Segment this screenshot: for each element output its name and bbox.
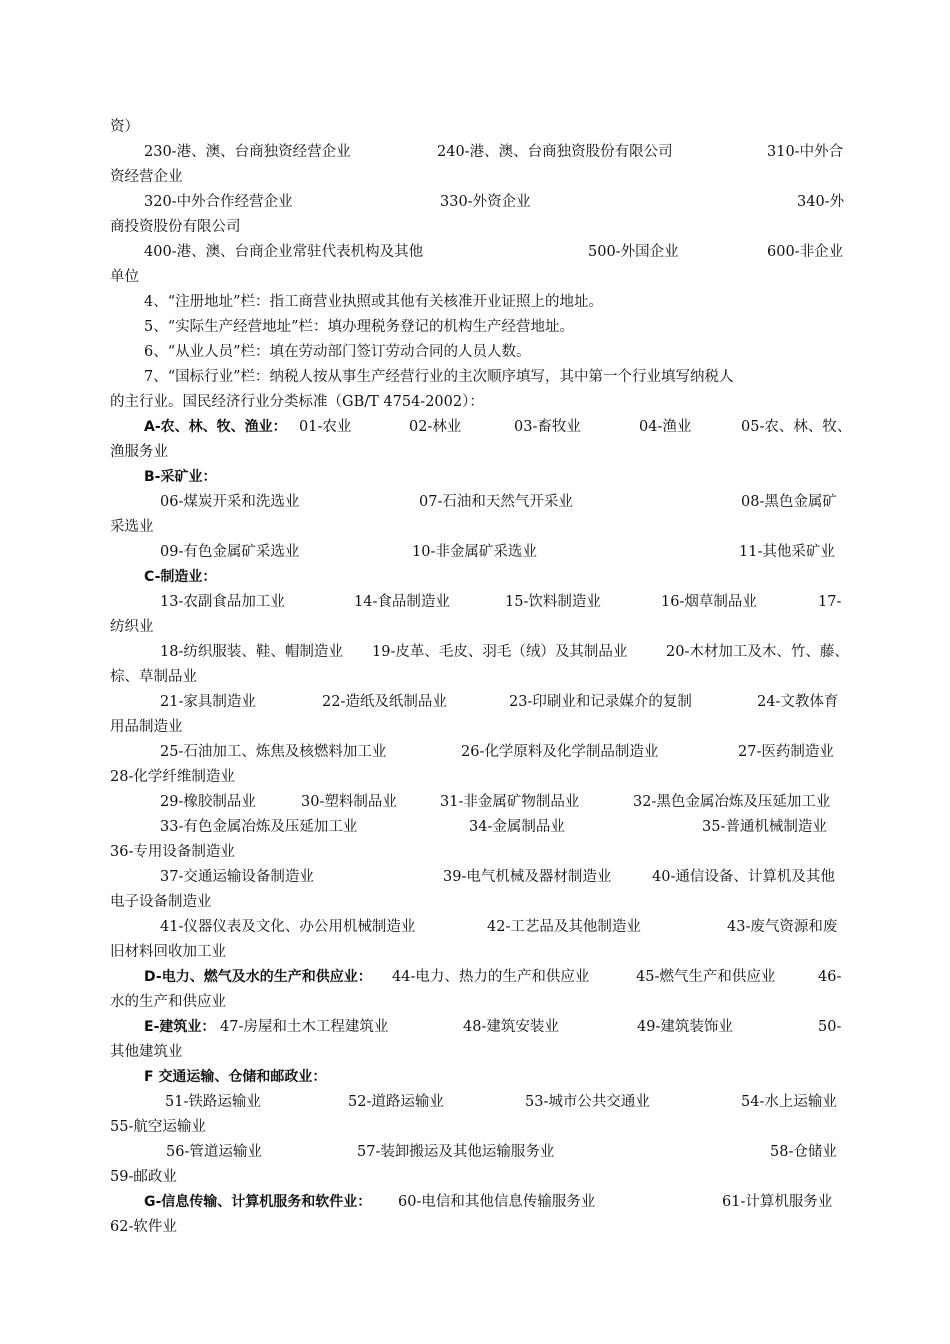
text-span: 54-水上运输业 — [741, 1094, 837, 1110]
text-span: 46- — [818, 969, 842, 985]
text-line — [0, 1190, 950, 1215]
text-span: 31-非金属矿物制品业 — [440, 794, 580, 810]
text-span: 37-交通运输设备制造业 — [160, 869, 314, 885]
text-line — [0, 440, 950, 465]
text-line — [0, 1040, 950, 1065]
text-span: 230-港、澳、台商独资经营企业 — [144, 144, 351, 160]
text-span: 34-金属制品业 — [469, 819, 565, 835]
text-span: 06-煤炭开采和洗选业 — [160, 494, 300, 510]
text-span: 43-废气资源和废 — [727, 919, 838, 935]
text-line — [0, 865, 950, 890]
text-span: 62-软件业 — [110, 1219, 177, 1235]
text-span: 33-有色金属冶炼及压延加工业 — [160, 819, 358, 835]
text-line — [0, 1165, 950, 1190]
text-span: 44-电力、热力的生产和供应业 — [392, 969, 590, 985]
text-line — [0, 365, 950, 390]
text-line — [0, 590, 950, 615]
text-span: 500-外国企业 — [588, 244, 679, 260]
section-heading: F 交通运输、仓储和邮政业： — [144, 1069, 327, 1085]
text-span: 32-黑色金属冶炼及压延加工业 — [633, 794, 831, 810]
text-span: 310-中外合 — [767, 144, 844, 160]
text-line — [0, 1015, 950, 1040]
text-span: 棕、草制品业 — [110, 669, 197, 685]
text-span: 340-外 — [797, 194, 845, 210]
section-heading: B-采矿业： — [144, 469, 217, 485]
text-span: 57-装卸搬运及其他运输服务业 — [357, 1144, 555, 1160]
text-span: 05-农、林、牧、 — [741, 419, 852, 435]
text-span: 01-农业 — [299, 419, 352, 435]
text-span: 53-城市公共交通业 — [525, 1094, 650, 1110]
text-span: 16-烟草制品业 — [661, 594, 757, 610]
text-span: 59-邮政业 — [110, 1169, 177, 1185]
text-span: 320-中外合作经营企业 — [144, 194, 293, 210]
text-line — [0, 215, 950, 240]
text-line — [0, 515, 950, 540]
text-line — [0, 540, 950, 565]
text-span: 49-建筑装饰业 — [637, 1019, 733, 1035]
section-heading: G-信息传输、计算机服务和软件业： — [144, 1194, 372, 1210]
text-span: 50- — [818, 1019, 842, 1035]
text-span: 45-燃气生产和供应业 — [636, 969, 776, 985]
text-line — [0, 240, 950, 265]
text-span: 的主行业。国民经济行业分类标准（GB/T 4754-2002）： — [110, 394, 484, 410]
text-line — [0, 115, 950, 140]
text-span: 39-电气机械及器材制造业 — [443, 869, 612, 885]
text-span: 600-非企业 — [767, 244, 844, 260]
text-span: 48-建筑安装业 — [463, 1019, 559, 1035]
text-span: 04-渔业 — [639, 419, 692, 435]
text-line — [0, 615, 950, 640]
text-line — [0, 340, 950, 365]
text-span: 23-印刷业和记录媒介的复制 — [509, 694, 692, 710]
text-span: 240-港、澳、台商独资股份有限公司 — [437, 144, 673, 160]
text-span: 330-外资企业 — [440, 194, 531, 210]
text-span: 旧材料回收加工业 — [110, 944, 226, 960]
text-span: 27-医药制造业 — [738, 744, 834, 760]
text-span: 30-塑料制品业 — [301, 794, 397, 810]
text-span: 纺织业 — [110, 619, 154, 635]
text-span: 单位 — [110, 269, 139, 285]
text-span: 29-橡胶制品业 — [160, 794, 256, 810]
text-span: 商投资股份有限公司 — [110, 219, 241, 235]
text-line — [0, 165, 950, 190]
text-span: 资经营企业 — [110, 169, 183, 185]
text-line — [0, 740, 950, 765]
text-span: 36-专用设备制造业 — [110, 844, 235, 860]
text-line — [0, 490, 950, 515]
text-span: 采选业 — [110, 519, 154, 535]
text-span: 20-木材加工及木、竹、藤、 — [666, 644, 849, 660]
text-line — [0, 190, 950, 215]
text-line — [0, 140, 950, 165]
text-span: 11-其他采矿业 — [739, 544, 835, 560]
text-span: 03-畜牧业 — [514, 419, 581, 435]
text-span: 21-家具制造业 — [160, 694, 256, 710]
text-span: 6、“从业人员”栏：填在劳动部门签订劳动合同的人员人数。 — [144, 344, 531, 360]
text-line — [0, 1065, 950, 1090]
text-line — [0, 390, 950, 415]
text-line — [0, 1215, 950, 1240]
text-span: 19-皮革、毛皮、羽毛（绒）及其制品业 — [372, 644, 628, 660]
text-span: 55-航空运输业 — [110, 1119, 206, 1135]
text-line — [0, 290, 950, 315]
text-span: 58-仓储业 — [770, 1144, 837, 1160]
text-span: 60-电信和其他信息传输服务业 — [398, 1194, 596, 1210]
text-span: 52-道路运输业 — [348, 1094, 444, 1110]
text-span: 资） — [110, 119, 139, 135]
text-line — [0, 840, 950, 865]
text-span: 28-化学纤维制造业 — [110, 769, 235, 785]
text-span: 40-通信设备、计算机及其他 — [652, 869, 835, 885]
text-span: 14-食品制造业 — [354, 594, 450, 610]
section-heading: C-制造业： — [144, 569, 217, 585]
text-line — [0, 465, 950, 490]
text-line — [0, 690, 950, 715]
text-span: 18-纺织服装、鞋、帽制造业 — [160, 644, 343, 660]
text-span: 7、“国标行业”栏：纳税人按从事生产经营行业的主次顺序填写，其中第一个行业填写纳税人 — [144, 369, 734, 385]
text-span: 其他建筑业 — [110, 1044, 183, 1060]
text-span: 17- — [818, 594, 842, 610]
text-line — [0, 1140, 950, 1165]
section-heading: E-建筑业： — [144, 1019, 216, 1035]
text-span: 42-工艺品及其他制造业 — [487, 919, 641, 935]
text-span: 56-管道运输业 — [166, 1144, 262, 1160]
text-line — [0, 640, 950, 665]
text-span: 400-港、澳、台商企业常驻代表机构及其他 — [144, 244, 424, 260]
text-line — [0, 565, 950, 590]
text-span: 4、“注册地址”栏：指工商营业执照或其他有关核准开业证照上的地址。 — [144, 294, 604, 310]
text-line — [0, 965, 950, 990]
text-line — [0, 665, 950, 690]
text-span: 47-房屋和土木工程建筑业 — [220, 1019, 389, 1035]
text-span: 26-化学原料及化学制品制造业 — [461, 744, 659, 760]
section-heading: D-电力、燃气及水的生产和供应业： — [144, 969, 372, 985]
text-span: 13-农副食品加工业 — [160, 594, 285, 610]
text-line — [0, 940, 950, 965]
text-span: 渔服务业 — [110, 444, 168, 460]
text-line — [0, 890, 950, 915]
text-line — [0, 1090, 950, 1115]
text-span: 61-计算机服务业 — [722, 1194, 833, 1210]
text-line — [0, 915, 950, 940]
text-span: 5、“实际生产经营地址”栏：填办理税务登记的机构生产经营地址。 — [144, 319, 575, 335]
text-line — [0, 990, 950, 1015]
text-span: 51-铁路运输业 — [165, 1094, 261, 1110]
text-span: 41-仪器仪表及文化、办公用机械制造业 — [160, 919, 416, 935]
text-line — [0, 765, 950, 790]
text-line — [0, 315, 950, 340]
text-span: 09-有色金属矿采选业 — [160, 544, 300, 560]
text-line — [0, 415, 950, 440]
text-span: 电子设备制造业 — [110, 894, 212, 910]
text-line — [0, 265, 950, 290]
text-line — [0, 1115, 950, 1140]
text-span: 用品制造业 — [110, 719, 183, 735]
text-span: 10-非金属矿采选业 — [412, 544, 537, 560]
section-heading: A-农、林、牧、渔业： — [144, 419, 287, 435]
text-span: 24-文教体育 — [757, 694, 839, 710]
text-line — [0, 715, 950, 740]
text-span: 22-造纸及纸制品业 — [322, 694, 447, 710]
text-span: 07-石油和天然气开采业 — [419, 494, 573, 510]
text-line — [0, 790, 950, 815]
text-span: 08-黑色金属矿 — [741, 494, 837, 510]
text-span: 25-石油加工、炼焦及核燃料加工业 — [160, 744, 387, 760]
text-span: 02-林业 — [409, 419, 462, 435]
text-line — [0, 815, 950, 840]
text-span: 水的生产和供应业 — [110, 994, 226, 1010]
text-span: 15-饮料制造业 — [505, 594, 601, 610]
text-span: 35-普通机械制造业 — [702, 819, 827, 835]
